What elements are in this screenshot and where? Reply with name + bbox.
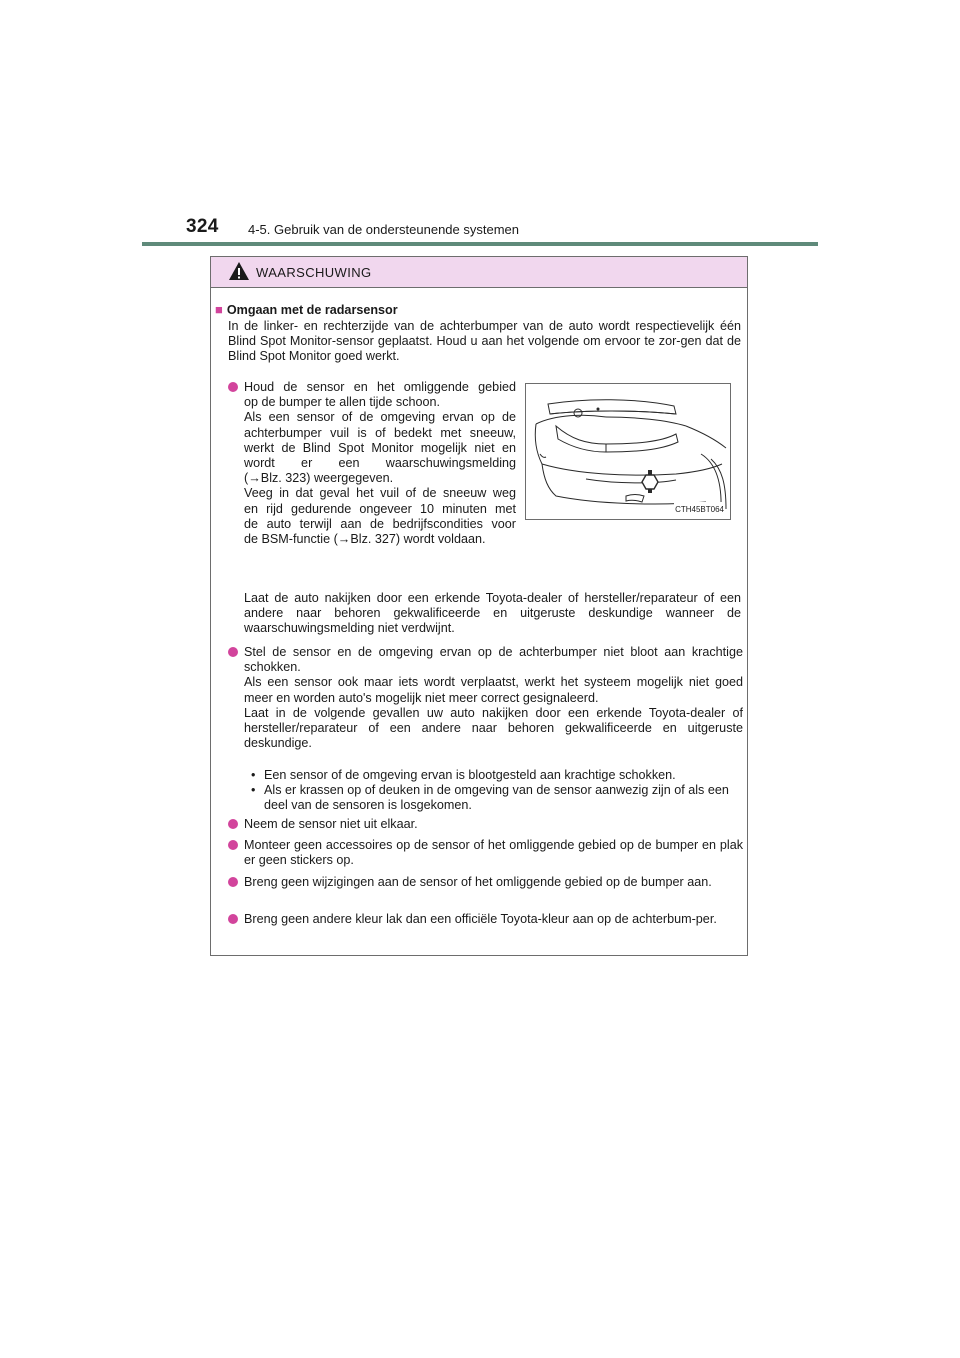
bullet1-line: op de bumper te allen tijde schoon. — [244, 395, 441, 410]
bullet-dot-icon — [228, 382, 238, 392]
bullet1-line: Houd de sensor en het omliggende gebied — [244, 380, 516, 394]
page-number: 324 — [186, 216, 219, 237]
heading-text: Omgaan met de radarsensor — [226, 303, 398, 317]
bullet-dot-icon — [228, 914, 238, 924]
section-title: 4-5. Gebruik van de ondersteunende systemen — [248, 222, 520, 237]
sub-list-item — [251, 768, 746, 783]
bullet1-continuation: Laat de auto nakijken door een erkende Toyota-dealer of hersteller/reparateur of een andere naar behoren gekwalificeerde en uitgeruste deskundige wanneer de waarschuwingsmelding niet verdwijnt. — [244, 591, 741, 636]
radar-sensor-icon — [642, 470, 658, 493]
sub-item-text: Als er krassen op of deuken in de omgeving van de sensor aanwezig zijn of als een deel van de sensoren is losgekomen. — [264, 783, 729, 813]
bullet-dot-icon — [228, 819, 238, 829]
warning-triangle-icon — [228, 261, 250, 281]
bullet-dot-icon — [228, 840, 238, 850]
bullet1-line: Veeg in dat geval het vuil of de sneeuw weg — [244, 486, 516, 501]
warning-header — [211, 257, 747, 288]
sub-bullet-icon: • — [251, 768, 256, 782]
bullet1-line: achterbumper vuil is of bedekt met sneeuw, — [244, 425, 516, 440]
intro-paragraph: In de linker- en rechterzijde van de achterbumper van de auto wordt respectievelijk één Blind Spot Monitor-sensor geplaatst. Houd u aan het volgende om ervoor te zor-gen dat de Blind Spot Monitor goed werkt. — [228, 319, 741, 364]
figure-label: CTH45BT064 — [674, 502, 725, 517]
bullet-dot-icon — [228, 877, 238, 887]
bullet1-line: de BSM-functie (→Blz. 327) wordt voldaan. — [244, 532, 486, 547]
sub-list-item — [251, 783, 746, 813]
car-rear-figure — [525, 383, 731, 520]
sub-list — [251, 768, 746, 814]
bullet-text: Monteer geen accessoires op de sensor of het omliggende gebied op de bumper en plak er geen stickers op. — [244, 838, 743, 868]
list-item — [228, 912, 743, 927]
bullet-square-icon: ■ — [215, 302, 223, 317]
header-rule — [142, 242, 818, 246]
bullet-text: Neem de sensor niet uit elkaar. — [244, 817, 418, 831]
list-item — [228, 645, 743, 751]
list-item — [228, 875, 743, 890]
bullet1-line: de auto terwijl aan de bedrijfscondities voor — [244, 516, 516, 531]
bullet2-paragraph: Als een sensor ook maar iets wordt verplaatst, werkt het systeem mogelijk niet goed meer en worden auto's mogelijk niet meer correct gesignaleerd. — [244, 675, 743, 705]
bullet2-paragraph: Stel de sensor en de omgeving ervan op de achterbumper niet bloot aan krachtige schokken. — [244, 645, 743, 675]
list-item — [228, 838, 743, 868]
car-rear-illustration — [526, 384, 730, 519]
bullet-text — [244, 645, 743, 751]
sub-item-text: Een sensor of de omgeving ervan is blootgesteld aan krachtige schokken. — [264, 768, 676, 782]
bullet1-line: werkt de Blind Spot Monitor mogelijk niet en — [244, 440, 516, 455]
warning-box — [210, 256, 748, 956]
bullet-dot-icon — [228, 647, 238, 657]
bullet2-paragraph: Laat in de volgende gevallen uw auto nakijken door een erkende Toyota-dealer of hersteller/reparateur of een andere naar behoren gekwalificeerde en uitgeruste deskundige. — [244, 705, 743, 751]
bullet-text — [244, 380, 516, 547]
list-item — [228, 817, 743, 832]
bullet-text: Breng geen wijzigingen aan de sensor of het omliggende gebied op de bumper aan. — [244, 875, 712, 889]
bullet1-line: wordt er een waarschuwingsmelding — [244, 456, 516, 471]
bullet1-line: Als een sensor of de omgeving ervan op de — [244, 410, 516, 425]
bullet1-line: (→Blz. 323) weergegeven. — [244, 471, 394, 486]
warning-title: WAARSCHUWING — [256, 265, 372, 280]
list-item — [228, 380, 516, 547]
bullet1-line: en rijd gedurende ongeveer 10 minuten met — [244, 501, 516, 516]
sub-bullet-icon: • — [251, 783, 256, 798]
warning-content — [211, 288, 747, 955]
section-heading — [215, 302, 398, 318]
bullet-text: Breng geen andere kleur lak dan een officiële Toyota-kleur aan op de achterbum-per. — [244, 912, 717, 926]
